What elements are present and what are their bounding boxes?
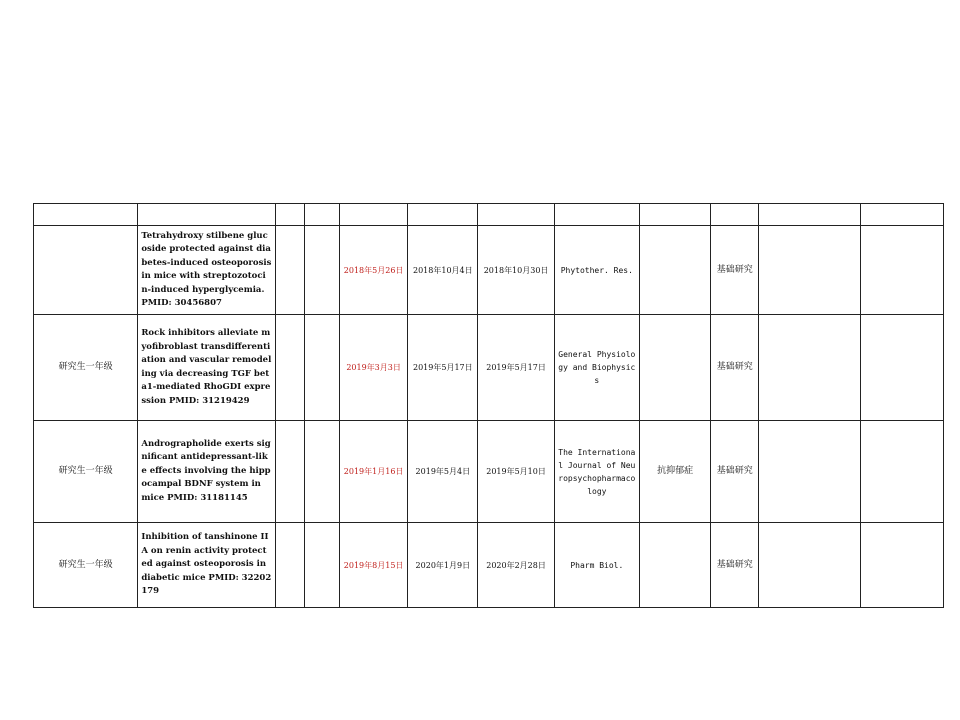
header-evaluation	[860, 204, 943, 226]
cell-submission-date: 2019年3月3日	[340, 315, 408, 421]
cell-key-issue	[759, 226, 860, 315]
cell-research-area: 抗抑郁症	[639, 421, 710, 523]
cell-submission-date: 2018年5月26日	[340, 226, 408, 315]
cell-degree: 研究生一年级	[34, 421, 138, 523]
cell-acceptance-date: 2020年2月28日	[478, 523, 554, 608]
cell-research-area	[639, 315, 710, 421]
cell-evaluation	[860, 226, 943, 315]
header-submission-date	[340, 204, 408, 226]
cell-corresponding-author	[304, 421, 339, 523]
cell-research-area	[639, 226, 710, 315]
header-acceptance-date	[478, 204, 554, 226]
cell-title: Rock inhibitors alleviate myofibroblast transdifferentiation and vascular remodeling via decreasing TGF beta1-mediated RhoGDI expression PMID: 31219429	[138, 315, 275, 421]
cell-revision-date: 2018年10月4日	[408, 226, 478, 315]
cell-acceptance-date: 2018年10月30日	[478, 226, 554, 315]
cell-article-type: 基础研究	[711, 315, 759, 421]
header-row	[34, 204, 944, 226]
cell-first-author	[275, 226, 304, 315]
header-first-author	[275, 204, 304, 226]
header-article-type	[711, 204, 759, 226]
cell-article-type: 基础研究	[711, 421, 759, 523]
cell-title: Tetrahydroxy stilbene glucoside protected against diabetes-induced osteoporosis in mice with streptozotocin-induced hyperglycemia. PMID: 30456807	[138, 226, 275, 315]
header-revision-date	[408, 204, 478, 226]
cell-degree: 研究生一年级	[34, 523, 138, 608]
papers-table	[33, 203, 944, 608]
table-row	[34, 421, 944, 523]
cell-key-issue	[759, 315, 860, 421]
cell-journal: The International Journal of Neuropsychopharmacology	[554, 421, 639, 523]
cell-evaluation	[860, 421, 943, 523]
cell-journal: Phytother. Res.	[554, 226, 639, 315]
cell-evaluation	[860, 523, 943, 608]
cell-journal: General Physiology and Biophysics	[554, 315, 639, 421]
header-title	[138, 204, 275, 226]
cell-evaluation	[860, 315, 943, 421]
cell-title: Inhibition of tanshinone IIA on renin activity protected against osteoporosis in diabetic mice PMID: 32202179	[138, 523, 275, 608]
cell-revision-date: 2019年5月4日	[408, 421, 478, 523]
cell-key-issue	[759, 523, 860, 608]
cell-acceptance-date: 2019年5月10日	[478, 421, 554, 523]
cell-research-area	[639, 523, 710, 608]
cell-article-type: 基础研究	[711, 226, 759, 315]
cell-corresponding-author	[304, 315, 339, 421]
cell-journal: Pharm Biol.	[554, 523, 639, 608]
table-row	[34, 315, 944, 421]
cell-revision-date: 2019年5月17日	[408, 315, 478, 421]
cell-degree	[34, 226, 138, 315]
cell-title: Andrographolide exerts significant antidepressant-like effects involving the hippocampal BDNF system in mice PMID: 31181145	[138, 421, 275, 523]
cell-revision-date: 2020年1月9日	[408, 523, 478, 608]
cell-corresponding-author	[304, 226, 339, 315]
header-journal	[554, 204, 639, 226]
header-degree	[34, 204, 138, 226]
table-row	[34, 226, 944, 315]
cell-article-type: 基础研究	[711, 523, 759, 608]
cell-submission-date: 2019年8月15日	[340, 523, 408, 608]
header-research-area	[639, 204, 710, 226]
cell-first-author	[275, 421, 304, 523]
header-corresponding-author	[304, 204, 339, 226]
table-row	[34, 523, 944, 608]
header-key-issue	[759, 204, 860, 226]
cell-degree: 研究生一年级	[34, 315, 138, 421]
cell-submission-date: 2019年1月16日	[340, 421, 408, 523]
cell-key-issue	[759, 421, 860, 523]
cell-corresponding-author	[304, 523, 339, 608]
cell-acceptance-date: 2019年5月17日	[478, 315, 554, 421]
cell-first-author	[275, 315, 304, 421]
cell-first-author	[275, 523, 304, 608]
